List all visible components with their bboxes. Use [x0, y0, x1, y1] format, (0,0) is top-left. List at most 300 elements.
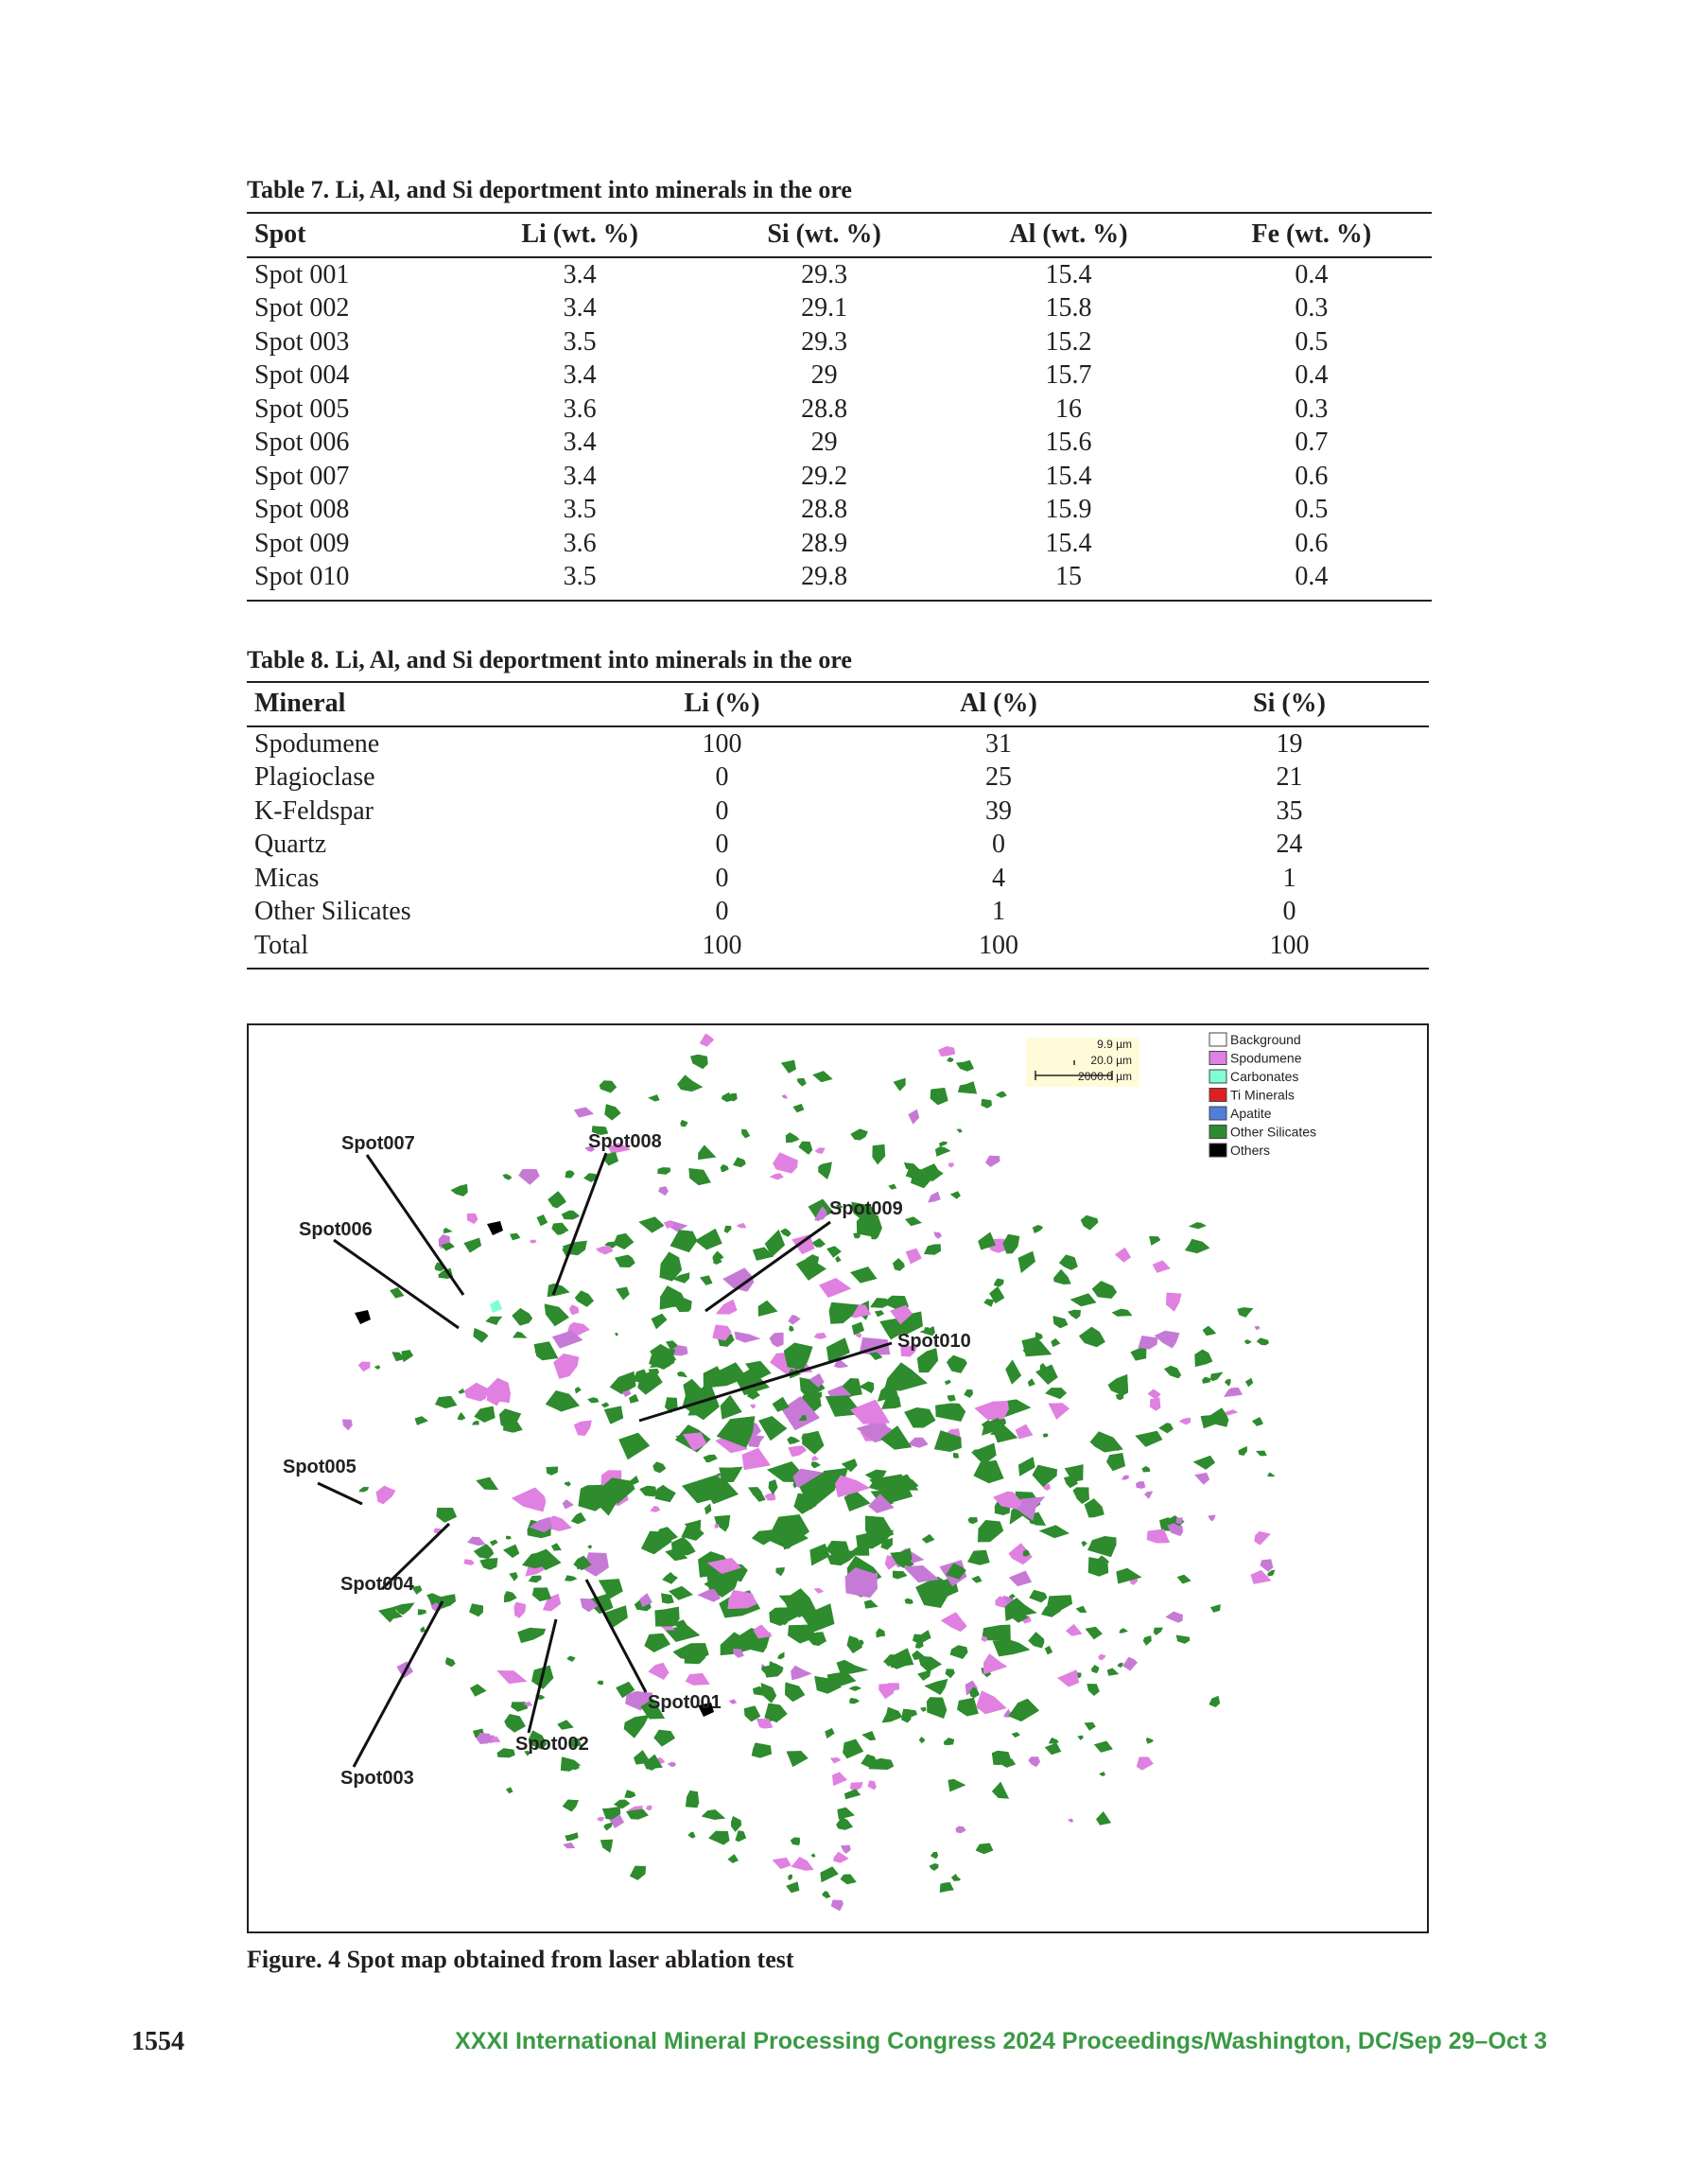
mineral-grain — [819, 1278, 851, 1298]
mineral-grain — [787, 1437, 800, 1444]
mineral-grain — [786, 1132, 800, 1143]
mineral-grain — [968, 1517, 978, 1524]
mineral-grain — [467, 1214, 478, 1224]
mineral-grain — [737, 1223, 747, 1228]
mineral-grain — [1203, 1326, 1216, 1336]
table7-header-cell: Spot — [247, 213, 457, 257]
mineral-grain — [946, 1669, 955, 1678]
mineral-grain — [1098, 1654, 1105, 1660]
mineral-grain — [504, 1591, 517, 1602]
legend-label: Carbonates — [1230, 1069, 1299, 1084]
mineral-grain — [826, 1246, 842, 1258]
mineral-grain — [1112, 1309, 1133, 1317]
mineral-grain — [742, 1448, 771, 1470]
legend-label: Others — [1230, 1143, 1271, 1158]
mineral-grain — [532, 1587, 551, 1601]
mineral-grain — [1068, 1819, 1073, 1823]
mineral-grain — [775, 1567, 784, 1576]
mineral-grain — [458, 1412, 466, 1421]
table-cell: Plagioclase — [254, 762, 375, 792]
mineral-grain — [1029, 1590, 1047, 1602]
mineral-grain — [769, 1479, 778, 1494]
mineral-grain — [537, 1214, 548, 1226]
mineral-grain — [545, 1303, 569, 1326]
mineral-grain — [983, 1299, 994, 1307]
mineral-grain — [852, 1322, 864, 1336]
table-cell: Other Silicates — [254, 897, 411, 926]
table-cell: 24 — [1276, 830, 1303, 859]
mineral-grain — [731, 1816, 741, 1832]
mineral-grain — [727, 1854, 739, 1863]
mineral-grain — [563, 1800, 579, 1812]
mineral-grain — [735, 1830, 746, 1842]
mineral-grain — [1028, 1378, 1035, 1387]
mineral-grain — [815, 1147, 826, 1154]
mineral-grain — [864, 1599, 878, 1609]
table7-header-cell: Al (wt. %) — [946, 213, 1191, 257]
mineral-grain — [600, 1840, 613, 1853]
mineral-grain — [1143, 1635, 1152, 1646]
mineral-grain — [1081, 1541, 1087, 1546]
mineral-grain — [1028, 1756, 1040, 1767]
mineral-grain — [773, 1152, 798, 1173]
mineral-grain — [708, 1831, 729, 1845]
table-cell: Spot 009 — [254, 528, 350, 558]
mineral-grain — [1018, 1457, 1035, 1476]
mineral-grain — [894, 1078, 906, 1092]
mineral-grain — [1193, 1456, 1215, 1470]
table-cell: 3.6 — [563, 393, 597, 424]
mineral-grain — [630, 1866, 646, 1880]
mineral-grain — [1070, 1293, 1097, 1306]
mineral-grain — [812, 1071, 833, 1082]
table-cell: 29.8 — [801, 562, 848, 591]
mineral-grain — [509, 1572, 518, 1581]
mineral-grain — [475, 1406, 496, 1423]
mineral-grain — [941, 1612, 967, 1632]
mineral-grain — [1053, 1269, 1071, 1284]
table-cell: 15.7 — [1045, 360, 1092, 390]
mineral-grain — [1254, 1326, 1261, 1331]
scale-label-2: 20.0 µm — [1090, 1054, 1132, 1067]
mineral-grain — [551, 1223, 568, 1235]
mineral-grain — [882, 1707, 903, 1723]
table-cell: 0 — [715, 863, 729, 893]
mineral-grain — [624, 1790, 635, 1798]
mineral-grain — [662, 1572, 678, 1584]
mineral-grain — [1012, 1732, 1020, 1738]
mineral-grain — [974, 1401, 1009, 1421]
table-cell: Spot 003 — [254, 326, 350, 357]
mineral-grain — [1136, 1431, 1163, 1447]
mineral-grain — [735, 1332, 761, 1343]
table-cell: 29 — [810, 428, 838, 457]
table-cell: 3.5 — [563, 495, 597, 524]
mineral-grain — [792, 1104, 804, 1112]
legend-swatch — [1209, 1126, 1226, 1139]
table-row — [247, 795, 1429, 829]
mineral-grain — [551, 1543, 562, 1550]
mineral-grain — [981, 1099, 992, 1109]
mineral-grain — [1108, 1374, 1129, 1396]
mineral-grain — [978, 1520, 1003, 1542]
mineral-grain — [825, 1728, 834, 1738]
table7 — [247, 212, 1432, 602]
table-cell: 25 — [985, 762, 1012, 792]
table-row — [247, 426, 1432, 460]
mineral-grain — [1267, 1473, 1276, 1477]
table-row — [247, 527, 1432, 561]
mineral-grain — [655, 1485, 676, 1503]
mineral-grain — [670, 1230, 698, 1252]
mineral-grain — [487, 1221, 503, 1235]
spot-label-010: Spot010 — [897, 1331, 971, 1352]
legend-label: Spodumene — [1230, 1050, 1302, 1066]
mineral-grain — [1224, 1388, 1243, 1397]
leader-line-spot003 — [354, 1601, 443, 1767]
table8 — [247, 681, 1429, 970]
mineral-grain — [948, 1395, 956, 1402]
table-cell: Total — [254, 930, 309, 960]
table-row — [247, 862, 1429, 896]
table-cell: Quartz — [254, 830, 327, 859]
table-cell: 0.5 — [1295, 495, 1329, 524]
mineral-grain — [1068, 1310, 1081, 1319]
mineral-grain — [514, 1602, 526, 1618]
mineral-grain — [671, 1537, 696, 1555]
mineral-grain — [614, 1233, 635, 1249]
table-cell: 100 — [1269, 930, 1310, 960]
mineral-grain — [653, 1730, 675, 1747]
mineral-grain — [976, 1690, 1007, 1714]
mineral-grain — [587, 1545, 592, 1549]
mineral-grain — [925, 1679, 948, 1695]
spot-label-007: Spot007 — [341, 1133, 415, 1154]
table7-caption: Table 7. Li, Al, and Si deportment into minerals in the ore — [247, 176, 852, 203]
table-row — [247, 760, 1429, 795]
mineral-grain — [832, 1772, 847, 1786]
mineral-grain — [703, 1455, 717, 1463]
table-cell: 28.8 — [801, 393, 848, 424]
mineral-grain — [788, 1445, 807, 1457]
mineral-grain — [993, 1639, 1031, 1656]
table8-header-cell: Al (%) — [847, 682, 1150, 726]
mineral-grain — [604, 1406, 623, 1424]
table-cell: 0.6 — [1295, 461, 1329, 491]
mineral-grain — [1122, 1476, 1129, 1480]
mineral-grain — [1045, 1646, 1053, 1655]
mineral-grain — [1153, 1260, 1171, 1272]
mineral-grain — [1185, 1239, 1210, 1253]
table8-caption: Table 8. Li, Al, and Si deportment into minerals in the ore — [247, 646, 852, 673]
mineral-grain — [1158, 1423, 1174, 1433]
mineral-grain — [472, 1421, 478, 1425]
legend-label: Ti Minerals — [1230, 1087, 1295, 1103]
mineral-grain — [950, 1191, 961, 1198]
mineral-grain — [930, 1088, 948, 1105]
mineral-grain — [1005, 1359, 1021, 1384]
mineral-grain — [529, 1576, 542, 1583]
mineral-grain — [830, 1757, 841, 1763]
mineral-grain — [905, 1216, 922, 1226]
mineral-grain — [1099, 1772, 1105, 1776]
table-cell: 3.4 — [563, 461, 597, 491]
table-cell: 0.4 — [1295, 360, 1329, 390]
mineral-grain — [1165, 1612, 1183, 1623]
running-footer: XXXI International Mineral Processing Congress 2024 Proceedings/Washington, DC/Sep 29–Oct 3 — [455, 2028, 1547, 2054]
table-cell: 29 — [810, 360, 838, 390]
mineral-grain — [1136, 1481, 1145, 1489]
table-cell: Micas — [254, 863, 320, 893]
mineral-grain — [1155, 1331, 1180, 1349]
mineral-grain — [1194, 1350, 1212, 1368]
table-cell: 0 — [715, 762, 729, 792]
mineral-grain — [841, 1845, 850, 1854]
mineral-grain — [562, 1211, 580, 1219]
mineral-grain — [784, 1343, 813, 1371]
mineral-grain — [358, 1362, 371, 1372]
mineral-grain — [812, 1238, 826, 1248]
mineral-grain — [464, 1383, 488, 1402]
mineral-grain — [587, 1397, 599, 1403]
mineral-grain — [791, 1837, 800, 1845]
table-cell: 21 — [1276, 762, 1303, 792]
mineral-grain — [575, 1290, 594, 1307]
mineral-grain — [1096, 1811, 1111, 1826]
mineral-grain — [566, 1656, 576, 1662]
mineral-grain — [758, 1301, 778, 1317]
mineral-grain — [809, 1544, 829, 1566]
table-cell: 0 — [715, 795, 729, 826]
mineral-grain — [833, 1852, 848, 1863]
mineral-grain — [876, 1628, 885, 1637]
mineral-grain — [463, 1559, 474, 1565]
mineral-grain — [1146, 1738, 1154, 1744]
legend-label: Background — [1230, 1032, 1301, 1047]
table-cell: 100 — [702, 930, 742, 960]
mineral-grain — [604, 1104, 620, 1120]
mineral-grain — [781, 1060, 796, 1074]
mineral-grain — [1239, 1446, 1247, 1456]
mineral-grain — [915, 1642, 924, 1649]
mineral-grain — [547, 1467, 559, 1476]
table-cell: 0.6 — [1295, 528, 1329, 558]
mineral-grain — [1028, 1632, 1044, 1648]
table-cell: Spot 005 — [254, 393, 350, 424]
table-row — [247, 358, 1432, 393]
mineral-grain — [822, 1891, 830, 1898]
mineral-grain — [688, 1168, 711, 1185]
table-cell: 3.5 — [563, 562, 597, 591]
mineral-grain — [616, 1287, 630, 1301]
mineral-grain — [561, 1756, 581, 1771]
table-row — [247, 460, 1432, 494]
mineral-grain — [574, 1421, 592, 1437]
table-cell: 3.4 — [563, 428, 597, 457]
table-cell: Spodumene — [254, 728, 380, 759]
mineral-grain — [503, 1421, 523, 1432]
mineral-grain — [600, 1080, 617, 1092]
mineral-grain — [843, 1739, 863, 1759]
mineral-grain — [467, 1537, 485, 1546]
table-cell: 15.9 — [1045, 495, 1092, 524]
table-cell: Spot 006 — [254, 428, 350, 457]
table-row — [247, 291, 1432, 325]
mineral-grain — [565, 1481, 571, 1486]
mineral-grain — [888, 1184, 896, 1190]
mineral-grain — [687, 1832, 695, 1839]
mineral-grain — [811, 1853, 816, 1858]
table-cell: 100 — [979, 930, 1018, 960]
table-cell: K-Feldspar — [254, 795, 374, 826]
spot-label-002: Spot002 — [515, 1734, 589, 1755]
mineral-grain — [563, 1499, 574, 1509]
mineral-grain — [791, 1857, 814, 1871]
mineral-grain — [473, 1328, 488, 1343]
mineral-grain — [629, 1394, 639, 1404]
mineral-grain — [518, 1169, 540, 1185]
table-cell: 15.4 — [1045, 259, 1092, 289]
table-cell: Spot 002 — [254, 293, 350, 323]
mineral-grain — [695, 1229, 722, 1250]
mineral-grain — [772, 1858, 791, 1869]
mineral-grain — [875, 1310, 884, 1317]
mineral-grain — [1039, 1525, 1070, 1538]
mineral-grain — [780, 1229, 791, 1237]
mineral-grain — [1139, 1336, 1158, 1349]
mineral-grain — [463, 1238, 481, 1253]
mineral-grain — [1254, 1531, 1271, 1546]
mineral-grain — [814, 1588, 825, 1594]
table-cell: 0 — [992, 830, 1005, 859]
mineral-grain — [638, 1216, 664, 1232]
mineral-grain — [1209, 1696, 1220, 1707]
mineral-grain — [788, 1875, 792, 1880]
mineral-grain — [401, 1350, 413, 1362]
table-cell: 0 — [1282, 897, 1296, 926]
mineral-grain — [940, 1882, 954, 1893]
mineral-grain — [844, 1789, 861, 1799]
mineral-grain — [1081, 1215, 1099, 1231]
mineral-grain — [927, 1697, 947, 1719]
mineral-grain — [652, 1314, 668, 1330]
mineral-grain — [648, 1663, 669, 1680]
mineral-grain — [713, 1259, 722, 1265]
mineral-grain — [1257, 1337, 1269, 1345]
mineral-grain — [791, 1234, 814, 1254]
mineral-grain — [1009, 1571, 1032, 1587]
mineral-grain — [939, 1142, 948, 1147]
mineral-grain — [506, 1536, 512, 1540]
mineral-grain — [565, 1832, 578, 1841]
table8-header-cell: Mineral — [247, 682, 597, 726]
mineral-grain — [777, 1651, 785, 1659]
mineral-grain — [724, 1226, 732, 1233]
mineral-grain — [944, 1738, 954, 1745]
mineral-grain — [930, 1852, 938, 1859]
mineral-grain — [458, 1389, 464, 1394]
mineral-grain — [661, 1594, 674, 1604]
spot-label-004: Spot004 — [340, 1574, 414, 1595]
mineral-grain — [1045, 1743, 1062, 1756]
table-cell: 3.6 — [563, 528, 597, 558]
mineral-grain — [1166, 1293, 1182, 1312]
table-row — [247, 929, 1429, 970]
mineral-grain — [1073, 1487, 1089, 1504]
mineral-grain — [1176, 1635, 1190, 1644]
mineral-grain — [955, 1826, 965, 1834]
mineral-grain — [850, 1128, 867, 1140]
mineral-grain — [1245, 1378, 1253, 1388]
mineral-grain — [791, 1666, 812, 1681]
mineral-grain — [750, 1404, 756, 1408]
mineral-grain — [721, 1395, 742, 1420]
mineral-grain — [677, 1372, 687, 1378]
mineral-grain — [1043, 1434, 1049, 1438]
mineral-grain — [741, 1129, 750, 1139]
mineral-grain — [957, 1698, 979, 1717]
legend-swatch — [1209, 1033, 1226, 1046]
table-cell: 29.2 — [801, 461, 848, 491]
mineral-grain — [770, 1173, 784, 1179]
table-row — [247, 325, 1432, 359]
mineral-grain — [546, 1390, 580, 1412]
mineral-grain — [893, 1258, 905, 1271]
spot-map-figure — [247, 1023, 1429, 1933]
mineral-grain — [704, 1504, 711, 1515]
table-cell: Spot 007 — [254, 461, 350, 491]
mineral-grain — [928, 1192, 941, 1203]
mineral-grain — [634, 1750, 651, 1764]
mineral-grain — [1059, 1255, 1078, 1270]
mineral-grain — [504, 1714, 526, 1733]
mineral-grain — [1179, 1418, 1191, 1425]
scale-label-1: 9.9 µm — [1097, 1038, 1132, 1051]
mineral-grain — [648, 1094, 659, 1101]
mineral-grain — [799, 1142, 813, 1155]
leader-line-spot005 — [318, 1483, 362, 1504]
table-cell: 35 — [1276, 795, 1303, 826]
table-cell: 0.3 — [1295, 393, 1329, 424]
mineral-grain — [1256, 1451, 1267, 1457]
mineral-grain — [947, 1057, 953, 1063]
mineral-grain — [1079, 1327, 1105, 1348]
table-cell: 0 — [715, 897, 729, 926]
mineral-grain — [938, 1046, 955, 1057]
mineral-grain — [1002, 1234, 1019, 1254]
spot-map-image — [249, 1025, 1427, 1931]
mineral-grain — [1251, 1570, 1272, 1584]
mineral-grain — [668, 1762, 676, 1767]
mineral-grain — [490, 1540, 498, 1546]
table-cell: 28.9 — [801, 528, 848, 558]
mineral-grain — [575, 1387, 582, 1394]
mineral-grain — [574, 1107, 594, 1117]
table-cell: Spot 004 — [254, 360, 350, 390]
mineral-grain — [721, 1164, 729, 1172]
mineral-grain — [615, 1333, 618, 1337]
table-cell: 15.8 — [1045, 293, 1092, 323]
table-cell: Spot 008 — [254, 495, 350, 524]
mineral-grain — [996, 1092, 1007, 1098]
mineral-grain — [686, 1791, 699, 1808]
mineral-grain — [850, 1267, 877, 1283]
mineral-grain — [947, 1355, 967, 1373]
mineral-grain — [597, 1681, 603, 1686]
mineral-grain — [1087, 1536, 1117, 1557]
legend — [1209, 1032, 1316, 1158]
mineral-grain — [788, 1315, 800, 1324]
